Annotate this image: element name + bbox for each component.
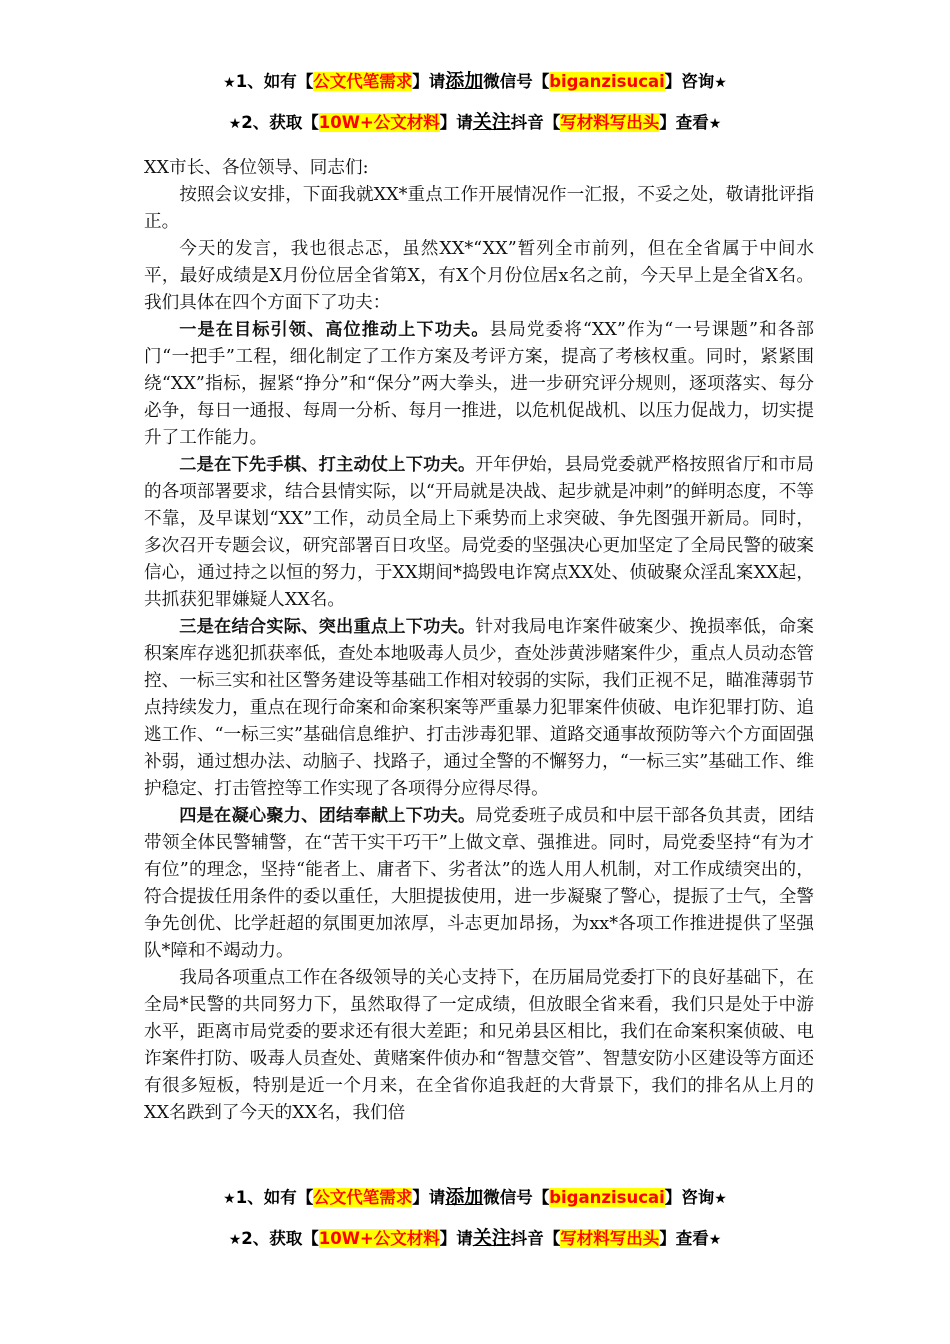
underline-text: 关注 [472, 111, 511, 133]
star-icon: ★ [714, 1191, 727, 1207]
highlight-text: 10W+公文材料 [318, 113, 440, 132]
salutation: XX市长、各位领导、同志们: [144, 158, 369, 178]
promo-banner-top-line1: ★1、如有【公文代笔需求】请添加微信号【biganzisucai】咨询★ [223, 70, 727, 92]
star-icon: ★ [228, 116, 242, 132]
star-icon: ★ [708, 1232, 722, 1248]
star-icon: ★ [714, 75, 727, 91]
star-icon: ★ [223, 75, 236, 91]
highlight-text: 公文代笔需求 [313, 72, 413, 91]
section-heading: 四是在凝心聚力、团结奉献上下功夫。 [179, 806, 476, 826]
document-body [144, 155, 814, 1127]
star-icon: ★ [228, 1232, 242, 1248]
underline-text: 关注 [472, 1227, 511, 1249]
paragraph: 按照会议安排，下面我就XX*重点工作开展情况作一汇报，不妥之处，敬请批评指正。 [144, 185, 814, 232]
section-paragraph: 三是在结合实际、突出重点上下功夫。针对我局电诈案件破案少、挽损率低，命案积案库存逃犯抓获率低，查处本地吸毒人员少，查处涉黄涉赌案件少，重点人员动态管控、一标三实和社区警务建设等基础工作相对较弱的实际，我们正视不足，瞄准薄弱节点持续发力，重点在现行命案和命案积案等严重暴力犯罪案件侦破、电诈犯罪打防、追逃工作、“一标三实”基础信息维护、打击涉毒犯罪、道路交通事故预防等六个方面固强补弱，通过想办法、动脑子、找路子，通过全警的不懈努力，“一标三实”基础工作、维护稳定、打击管控等工作实现了各项得分应得尽得。 [144, 617, 814, 799]
section-paragraph: 二是在下先手棋、打主动仗上下功夫。开年伊始，县局党委就严格按照省厅和市局的各项部署要求，结合县情实际，以“开局就是决战、起步就是冲刺”的鲜明态度，不等不靠，及早谋划“XX”工作，动员全局上下乘势而上求突破、争先图强开新局。同时，多次召开专题会议，研究部署百日攻坚。局党委的坚强决心更加坚定了全局民警的破案信心，通过持之以恒的努力，于XX期间*捣毁电诈窝点XX处、侦破聚众淫乱案XX起，共抓获犯罪嫌疑人XX名。 [144, 455, 814, 610]
highlight-text: 写材料写出头 [560, 1229, 660, 1248]
section-heading: 一是在目标引领、高位推动上下功夫。 [179, 320, 490, 340]
paragraph: 今天的发言，我也很忐忑，虽然XX*“XX”暂列全市前列，但在全省属于中间水平，最好成绩是X月份位居全省第X，有X个月份位居x名之前，今天早上是全省X名。我们具体在四个方面下了功夫： [144, 239, 814, 313]
promo-banner-bottom-line2: ★2、获取【10W+公文材料】请关注抖音【写材料写出头】查看★ [228, 1227, 722, 1249]
highlight-text: biganzisucai [549, 1188, 665, 1207]
section-paragraph: 一是在目标引领、高位推动上下功夫。县局党委将“XX”作为“一号课题”和各部门“一把手”工程，细化制定了工作方案及考评方案，提高了考核权重。同时，紧紧围绕“XX”指标，握紧“挣分”和“保分”两大拳头，进一步研究评分规则，逐项落实、每分必争，每日一通报、每周一分析、每月一推进，以危机促战机、以压力促战力，切实提升了工作能力。 [144, 320, 814, 448]
highlight-text: 10W+公文材料 [318, 1229, 440, 1248]
section-paragraph: 四是在凝心聚力、团结奉献上下功夫。局党委班子成员和中层干部各负其责，团结带领全体民警辅警，在“苦干实干巧干”上做文章、强推进。同时，局党委坚持“有为才有位”的理念，坚持“能者上、庸者下、劣者汰”的选人用人机制，对工作成绩突出的，符合提拔任用条件的委以重任，大胆提拔使用，进一步凝聚了警心，提振了士气，全警争先创优、比学赶超的氛围更加浓厚，斗志更加昂扬，为xx*各项工作推进提供了坚强队*障和不竭动力。 [144, 806, 814, 961]
highlight-text: 写材料写出头 [560, 113, 660, 132]
section-heading: 二是在下先手棋、打主动仗上下功夫。 [179, 455, 476, 475]
highlight-text: biganzisucai [549, 72, 665, 91]
underline-text: 添加 [445, 70, 484, 92]
star-icon: ★ [223, 1191, 236, 1207]
paragraph: 我局各项重点工作在各级领导的关心支持下，在历届局党委打下的良好基础下，在全局*民警的共同努力下，虽然取得了一定成绩，但放眼全省来看，我们只是处于中游水平，距离市局党委的要求还有很大差距；和兄弟县区相比，我们在命案积案侦破、电诈案件打防、吸毒人员查处、黄赌案件侦办和“智慧交管”、智慧安防小区建设等方面还有很多短板，特别是近一个月来，在全省你追我赶的大背景下，我们的排名从上月的XX名跌到了今天的XX名，我们倍 [144, 968, 814, 1123]
section-heading: 三是在结合实际、突出重点上下功夫。 [179, 617, 476, 637]
highlight-text: 公文代笔需求 [313, 1188, 413, 1207]
promo-banner-bottom-line1: ★1、如有【公文代笔需求】请添加微信号【biganzisucai】咨询★ [223, 1186, 727, 1208]
underline-text: 添加 [445, 1186, 484, 1208]
star-icon: ★ [708, 116, 722, 132]
promo-banner-top-line2: ★2、获取【10W+公文材料】请关注抖音【写材料写出头】查看★ [228, 111, 722, 133]
